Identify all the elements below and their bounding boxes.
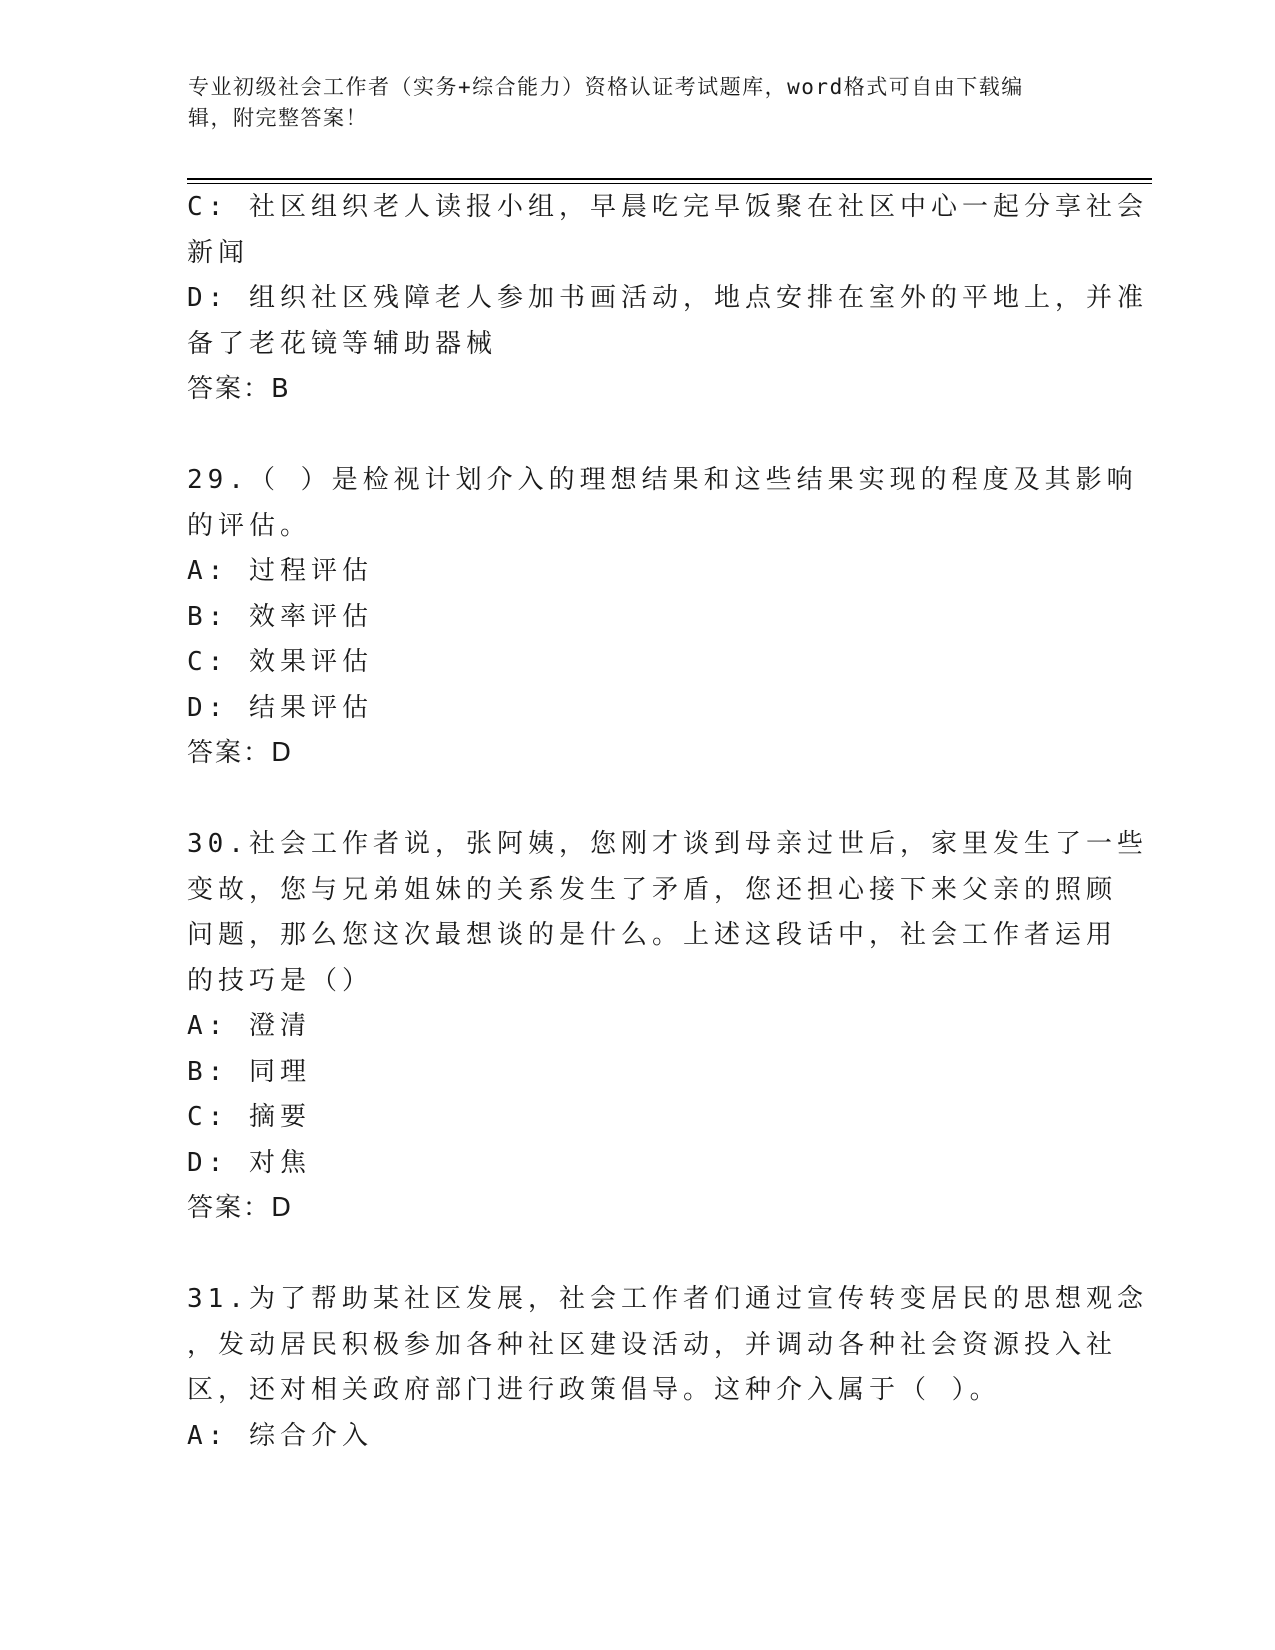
question-31-option-a: A: 综合介入 (187, 1420, 373, 1451)
question-30-stem-line-4: 的技巧是（） (187, 965, 374, 996)
question-29-option-d: D: 结果评估 (187, 692, 373, 723)
question-30-stem-line-1: 30.社会工作者说，张阿姨，您刚才谈到母亲过世后，家里发生了一些 (187, 829, 1148, 859)
answer-28: 答案：B (187, 374, 291, 404)
question-30-option-a: A: 澄清 (187, 1011, 311, 1041)
question-31-stem-line-1: 31.为了帮助某社区发展，社会工作者们通过宣传转变居民的思想观念 (187, 1284, 1148, 1314)
question-29-option-c: C: 效果评估 (187, 647, 373, 677)
question-content (187, 185, 1148, 1459)
question-31-stem-line-3: 区，还对相关政府部门进行政策倡导。这种介入属于（ ）。 (187, 1375, 1001, 1405)
spacer (187, 413, 1087, 459)
question-30-stem-line-2: 变故，您与兄弟姐妹的关系发生了矛盾，您还担心接下来父亲的照顾 (187, 874, 1118, 905)
spacer (187, 1232, 1087, 1278)
option-d-line-2: 备了老花镜等辅助器械 (187, 328, 498, 359)
question-29-option-a: A: 过程评估 (187, 556, 373, 586)
question-29-option-b: B: 效率评估 (187, 601, 373, 632)
option-c-line-2: 新闻 (187, 237, 250, 268)
question-30-option-d: D: 对焦 (187, 1147, 311, 1178)
header-divider-thin (187, 183, 1152, 184)
spacer (187, 777, 1087, 823)
answer-30: 答案：D (187, 1193, 294, 1223)
question-29-stem-line-1: 29.（ ）是检视计划介入的理想结果和这些结果实现的程度及其影响 (187, 465, 1138, 495)
option-d-line-1: D: 组织社区残障老人参加书画活动，地点安排在室外的平地上，并准 (187, 283, 1148, 313)
question-30-stem-line-3: 问题，那么您这次最想谈的是什么。上述这段话中，社会工作者运用 (187, 920, 1118, 950)
question-30-option-b: B: 同理 (187, 1056, 311, 1087)
question-29-stem-line-2: 的评估。 (187, 510, 312, 541)
question-31-stem-line-2: ，发动居民积极参加各种社区建设活动，并调动各种社会资源投入社 (187, 1329, 1118, 1360)
document-header: 专业初级社会工作者（实务+综合能力）资格认证考试题库，word格式可自由下载编辑，附完整答案！ (188, 75, 1024, 130)
answer-29: 答案：D (187, 738, 294, 768)
header-divider-thick (187, 178, 1152, 180)
question-30-option-c: C: 摘要 (187, 1102, 311, 1132)
option-c-line-1: C: 社区组织老人读报小组，早晨吃完早饭聚在社区中心一起分享社会 (187, 192, 1148, 222)
